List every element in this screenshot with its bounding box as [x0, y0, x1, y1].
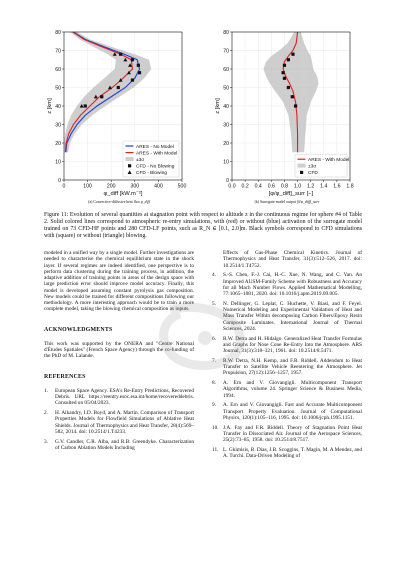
data-point: [291, 95, 294, 98]
reference-item: 10. J.A. Fay and F.R. Riddell. Theory of Stagnation Point Heat Transfer in Dissociated Air. Journal of the Aerospace Sciences, 25(2):73–85, 1958. doi: 10.2514/8.7517.: [212, 424, 362, 443]
x-tick-label: 500: [177, 183, 187, 190]
figure-11-svg: [44, 26, 364, 216]
reference-item: 11. L. Gkimisis, B. Dias, J.B. Scoggins, T. Magin, M. A Mendez, and A. Turchi. Data-Driven Modeling of: [212, 446, 362, 459]
x-tick-label: 0.8: [280, 183, 289, 190]
x-tick-label: 0.2: [241, 183, 249, 190]
y-axis-label: z [km]: [47, 98, 53, 114]
figure-11: [44, 26, 364, 216]
acknowledgments-text: This work was supported by the ONERA and "Centre National d'Études Spatiales" (French Space Agency) through the co-funding of the PhD of M. Lalande.: [44, 340, 194, 360]
x-tick-label: 0.4: [254, 183, 262, 190]
conclusion-paragraph: modeled in a unified way by a single model. Further investigations are needed to characterise the chemical equilibrium state in the shock layer. If several regimes are indeed identified, one perspective is to perform data clustering during the training process, in addition, the adaptive addition of training points in areas of the design space with large prediction error should improve model accuracy. Finally, this model is developed assuming constant pyrolysis gas composition. New models could be trained for different compositions following our methodology. A more interesting approach would be to train a more complete model, taking the blowing chemical composition as inputs.: [44, 250, 194, 313]
y-tick-label: 60: [223, 66, 229, 73]
y-tick-label: 40: [55, 103, 61, 110]
y-tick-label: 0: [226, 177, 229, 184]
x-tick-label: 100: [83, 183, 92, 190]
reference-item: 2. H. Alkandry, I.D. Boyd, and A. Martin. Comparison of Transport Properties Models for Flowfield Simulations of Ablative Heat Shields. Journal of Thermophysics and Heat Transfer, 28(4):569–582, 2014. doi: 10.2514/1.T4233.: [44, 410, 194, 435]
x-tick-label: 0.0: [228, 183, 236, 190]
y-tick-label: 0: [58, 177, 61, 184]
data-point: [294, 104, 297, 107]
y-tick-label: 50: [223, 85, 229, 92]
legend-label: CFD - Blowing: [136, 171, 167, 177]
legend-label: ±3σ: [136, 158, 145, 163]
reference-item: 3. G.V. Candler, C.R. Alba, and R.B. Greendyke. Characterization of Carbon Ablation Models Including: [44, 438, 194, 451]
y-tick-label: 70: [223, 48, 229, 55]
y-tick-label: 70: [55, 48, 61, 55]
uncertainty-band: [263, 32, 318, 152]
legend-label: ARES - With Model: [308, 158, 350, 163]
data-point: [138, 71, 141, 74]
data-point: [119, 53, 122, 56]
x-tick-label: 1.2: [307, 183, 315, 190]
y-tick-label: 50: [55, 85, 61, 92]
data-point: [131, 79, 134, 82]
x-tick-label: 400: [154, 183, 163, 190]
y-tick-label: 80: [223, 29, 229, 36]
legend-label: CFD - No Blowing: [136, 164, 175, 170]
data-point: [282, 71, 285, 74]
reference-item: 4. S.-S. Chen, F.-J. Cai, H.-C. Xue, N. Wang, and C. Yan. An Improved AUSM-Family Scheme with Robustness and Accuracy for all Mach Number Flows. Applied Mathematical Modelling, 77:1065–1081, 2020. doi: 10.1016/j.apm.2019.09.005.: [212, 272, 362, 297]
legend-label: ARES - No Model: [136, 144, 174, 150]
data-point: [117, 86, 120, 89]
figure-caption: Figure 11: Evolution of several quantities at stagnation point with respect to altitude z in the continuous regime for sphere #4 of Table 2. Solid colored lines correspond to atmospheric re-entry simulations, with (red) or without (blue) activation of the surrogate model trained on 73 CFD-HF points and 280 CFD-LF points, such as R_N ∈ [0.1, 2.0]m. Black symbols correspond to CFD simulations with (square) or without (triangle) blowing.: [44, 212, 362, 240]
data-point: [84, 104, 87, 107]
y-tick-label: 80: [55, 29, 61, 36]
legend-swatch: [126, 157, 134, 161]
legend-swatch: [300, 171, 303, 174]
subfigure-b-caption: (b) Surrogate model output (δ/φ_diff)_surr: [254, 200, 320, 204]
subfigure-a-caption: (a) Convective-diffusive heat flux φ_diff: [88, 200, 150, 204]
acknowledgments-heading: ACKNOWLEDGMENTS: [44, 326, 113, 333]
y-tick-label: 20: [55, 140, 61, 147]
legend-label: ARES - With Model: [136, 151, 178, 157]
x-tick-label: 0: [62, 183, 66, 190]
reference-item: 7. R.W. Detra, N.H. Kemp, and F.R. Riddell. Addendum to Heat Transfer to Satellite Vehicle Reentering the Atmosphere. Jet Propulsion, 27(12):1256–1257, 1957.: [212, 357, 362, 377]
y-tick-label: 30: [223, 122, 229, 129]
reference-list-left: [44, 388, 194, 451]
uncertainty-band: [64, 32, 151, 152]
y-tick-label: 60: [55, 66, 61, 73]
x-tick-label: 1.8: [346, 183, 354, 190]
legend-swatch: [128, 164, 131, 167]
y-axis-label: z [km]: [215, 98, 221, 114]
data-point: [283, 64, 286, 67]
chart-panel-a: [62, 32, 182, 182]
reference-item: 8. A. Ern and V. Giovangigli. Multicomponent Transport Algorithms, volume 24. Springer Science & Business Media, 1994.: [212, 380, 362, 399]
y-tick-label: 10: [55, 159, 61, 166]
references-heading: REFERENCES: [44, 373, 86, 380]
data-point: [100, 95, 103, 98]
data-point: [291, 53, 294, 56]
x-tick-label: 1.6: [333, 183, 341, 190]
x-tick-label: 200: [106, 183, 116, 190]
x-axis-label: φ_diff [kW.m⁻²]: [103, 191, 143, 197]
data-point: [287, 86, 290, 89]
x-axis-label: [φ/φ_diff]_surr [−]: [268, 191, 314, 197]
legend-label: ±3σ: [308, 164, 317, 170]
reference-item: 5. N. Dellinger, G. Leplat, C. Huchette, V. Biasi, and F. Feyel. Numerical Modeling and Experimental Validation of Heat and Mass Transfer Within decomposing Carbon Fibers/Epoxy Resin Composite Laminates. International Journal of Thermal Sciences, 2024.: [212, 300, 362, 332]
x-tick-label: 1.4: [320, 183, 328, 190]
reference-item: 6. R.W. Detra and H. Hidalgo. Generalized Heat Transfer Formulas and Graphs for Nose Cone Re-Entry Into the Atmosphere. ARS Journal, 31(3):318–321, 1961. doi: 10.2514/8.5471.: [212, 335, 362, 354]
y-tick-label: 10: [223, 159, 229, 166]
legend-label: CFD: [308, 171, 318, 177]
data-point: [131, 58, 134, 61]
data-point: [137, 64, 140, 67]
reference-item: 9. A. Ern and V. Giovangigli. Fast and Accurate Multicomponent Transport Property Evaluation. Journal of Computational Physics, 120(1):105–116, 1995. doi: 10.1006/jcph.1995.1151.: [212, 402, 362, 421]
reference-item-continued: Effects of Gas-Phase Chemical Kinetics. Journal of Thermophysics and Heat Transfer, 31(3):512–526, 2017. doi: 10.2514/1.T4752.: [223, 250, 362, 269]
left-column: [44, 250, 194, 455]
x-tick-label: 1.0: [293, 183, 302, 190]
reference-item: 1. European Space Agency. ESA's Re-Entry Predictions, Recovered Debris. URL https://reentry.esoc.esa.int/home/recovereddebris. Consulted on 05/04/2023.: [44, 387, 194, 407]
data-point: [283, 77, 286, 80]
x-tick-label: 300: [130, 183, 140, 190]
y-tick-label: 20: [223, 140, 229, 147]
legend-swatch: [298, 164, 306, 168]
reference-list-right: [212, 250, 362, 459]
x-tick-label: 0.6: [267, 183, 275, 190]
y-tick-label: 30: [55, 122, 61, 129]
right-column: [212, 250, 362, 463]
data-point: [287, 58, 290, 61]
y-tick-label: 40: [223, 103, 229, 110]
